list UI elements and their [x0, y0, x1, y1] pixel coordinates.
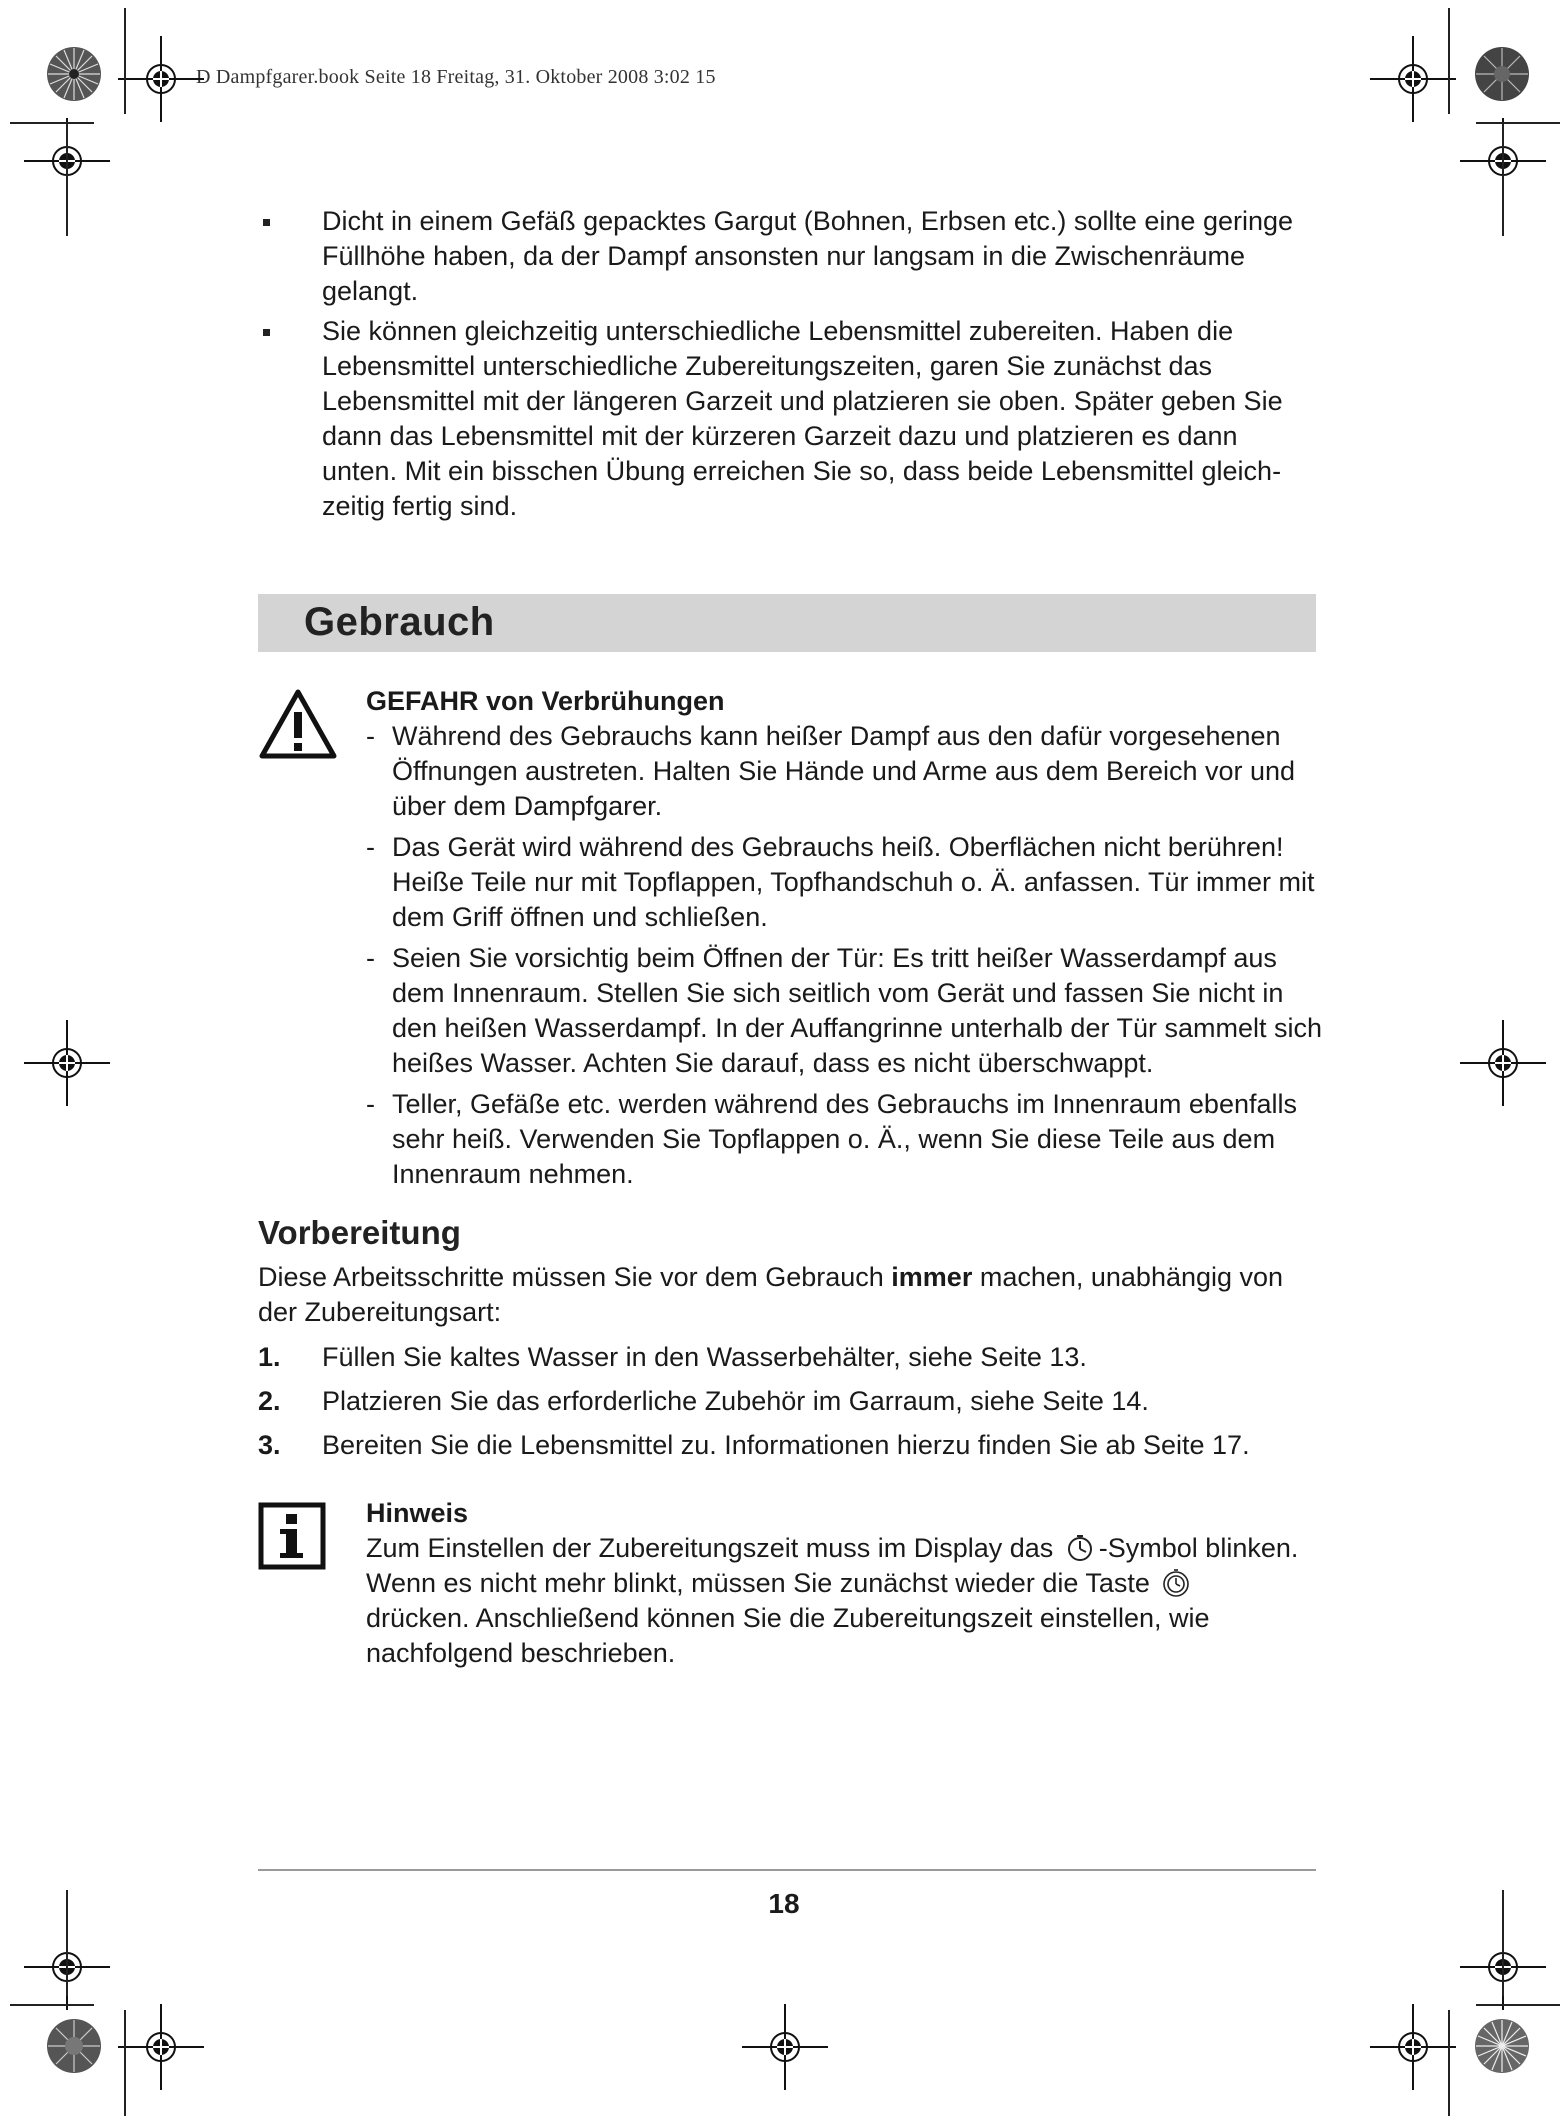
- list-item: [258, 314, 1316, 524]
- tips-list: [258, 204, 1316, 529]
- step-number: 2.: [258, 1386, 281, 1416]
- warning-item: [366, 719, 1326, 824]
- trim-line: [10, 122, 94, 124]
- registration-mark-bottom-left-b: [118, 2004, 204, 2090]
- bullet-square-icon: [263, 329, 270, 336]
- warning-item-text: Das Gerät wird während des Gebrauchs heiß. Oberflächen nicht berühren! Heiße Teile nur mit Topflappen, Topfhandschuh o. Ä. anfassen. Tür immer mit dem Griff öffnen und schließen.: [392, 832, 1315, 932]
- warning-block: [366, 684, 1326, 1198]
- trim-line: [1448, 8, 1450, 114]
- warning-item: [366, 1087, 1326, 1192]
- step-text: Platzieren Sie das erforderliche Zubehör im Garraum, siehe Seite 14.: [322, 1386, 1149, 1416]
- trim-line: [1476, 2004, 1560, 2006]
- registration-mark-bottom-center: [742, 2004, 828, 2090]
- trim-line: [10, 2004, 94, 2006]
- step-number: 3.: [258, 1430, 281, 1460]
- registration-mark-top-right-a: [1370, 36, 1456, 122]
- preparation-steps: [258, 1340, 1328, 1463]
- list-item-text: Sie können gleichzeitig unterschiedliche Lebensmittel zubereiten. Haben die Lebensmittel unterschiedliche Zubereitungszeiten, garen Sie zunächst das Lebensmittel mit der längeren Garzeit und platzieren sie oben. Später geben Sie dann das Lebensmittel mit der kürzeren Garzeit dazu und platzieren es dann unten. Mit ein bisschen Übung erreichen Sie so, dass beide Lebensmittel gleichzeitig fertig sind.: [322, 316, 1283, 521]
- trim-line: [124, 8, 126, 114]
- timer-symbol-icon: [1065, 1533, 1095, 1563]
- warning-item-text: Während des Gebrauchs kann heißer Dampf aus den dafür vorgesehenen Öffnungen austreten. Halten Sie Hände und Arme aus dem Bereich vor und über dem Dampfgarer.: [392, 721, 1296, 821]
- trim-line: [1502, 124, 1504, 236]
- note-text-part: drücken. Anschließend können Sie die Zubereitungszeit einstellen, wie nachfolgend beschrieben.: [366, 1603, 1210, 1668]
- timer-button-icon: [1161, 1568, 1191, 1598]
- trim-line: [124, 2010, 126, 2116]
- registration-mark-mid-left: [24, 1020, 110, 1106]
- preparation-intro: [258, 1260, 1328, 1330]
- warning-title: GEFAHR von Verbrühungen: [366, 686, 725, 716]
- step-text: Bereiten Sie die Lebensmittel zu. Informationen hierzu finden Sie ab Seite 17.: [322, 1430, 1250, 1460]
- note-block: [366, 1496, 1306, 1671]
- step-item: [258, 1384, 1328, 1419]
- note-text-part: -Symbol blinken. Wenn es nicht mehr blinkt, müssen Sie zunächst wieder die Taste: [366, 1533, 1299, 1598]
- trim-line: [66, 124, 68, 236]
- note-text: [366, 1531, 1306, 1671]
- info-icon: [258, 1502, 326, 1570]
- list-item-text: Dicht in einem Gefäß gepacktes Gargut (Bohnen, Erbsen etc.) sollte eine geringe Füllhöhe haben, da der Dampf ansonsten nur langsam in die Zwischenräume gelangt.: [322, 206, 1294, 306]
- dash-marker: -: [366, 721, 375, 751]
- footer-divider: [258, 1869, 1316, 1871]
- section-title: Gebrauch: [304, 600, 495, 644]
- trim-line: [1476, 122, 1560, 124]
- starburst-mark-top-right: [1474, 46, 1530, 102]
- intro-emphasis: immer: [891, 1262, 973, 1292]
- dash-marker: -: [366, 943, 375, 973]
- registration-mark-mid-right: [1460, 1020, 1546, 1106]
- starburst-mark-top-left: [46, 46, 102, 102]
- dash-marker: -: [366, 1089, 375, 1119]
- starburst-mark-bottom-left: [46, 2018, 102, 2074]
- registration-mark-top-left-a: [118, 36, 204, 122]
- warning-triangle-icon: [258, 688, 338, 760]
- warning-item: [366, 830, 1326, 935]
- preparation-title: Vorbereitung: [258, 1214, 461, 1251]
- registration-mark-bottom-right-b: [1370, 2004, 1456, 2090]
- page-number: 18: [768, 1888, 800, 1919]
- note-title: Hinweis: [366, 1498, 469, 1528]
- starburst-mark-bottom-right: [1474, 2018, 1530, 2074]
- preparation-section: [258, 1214, 1328, 1472]
- list-item: [258, 204, 1316, 309]
- warning-item-text: Seien Sie vorsichtig beim Öffnen der Tür: Es tritt heißer Wasserdampf aus dem Innenraum. Stellen Sie sich seitlich vom Gerät und fassen Sie nicht in den heißen Wasserdampf. In der Auffangrinne unterhalb der Tür sammelt sich heißes Wasser. Achten Sie darauf, dass es nicht überschwappt.: [392, 943, 1322, 1078]
- warning-item: [366, 941, 1326, 1081]
- step-text: Füllen Sie kaltes Wasser in den Wasserbehälter, siehe Seite 13.: [322, 1342, 1087, 1372]
- note-text-part: Zum Einstellen der Zubereitungszeit muss im Display das: [366, 1533, 1061, 1563]
- step-item: [258, 1340, 1328, 1375]
- intro-text: Diese Arbeitsschritte müssen Sie vor dem Gebrauch: [258, 1262, 892, 1292]
- trim-line: [1448, 2010, 1450, 2116]
- dash-marker: -: [366, 832, 375, 862]
- step-item: [258, 1428, 1328, 1463]
- section-header: [258, 594, 1316, 652]
- print-header: D Dampfgarer.book Seite 18 Freitag, 31. Oktober 2008 3:02 15: [196, 66, 716, 88]
- step-number: 1.: [258, 1342, 281, 1372]
- warning-item-text: Teller, Gefäße etc. werden während des Gebrauchs im Innenraum ebenfalls sehr heiß. Verwenden Sie Topflappen o. Ä., wenn Sie diese Teile aus dem Innenraum nehmen.: [392, 1089, 1297, 1189]
- bullet-square-icon: [263, 219, 270, 226]
- intro-text: machen, unabhängig von der Zubereitungsart:: [258, 1262, 1284, 1327]
